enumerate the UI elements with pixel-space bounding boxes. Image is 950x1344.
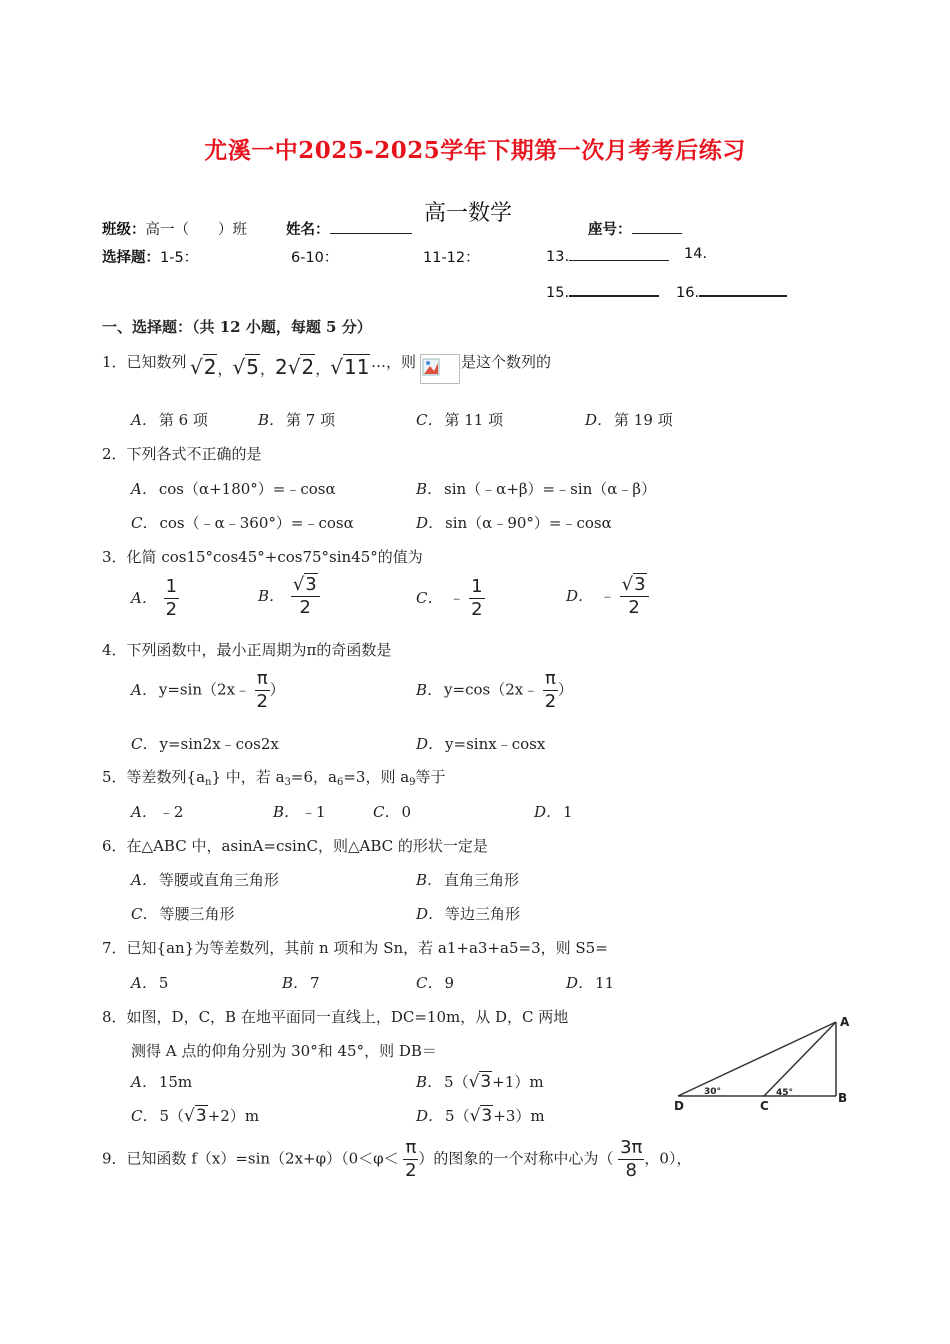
option-label: C． (131, 905, 158, 923)
q8-option-c[interactable]: C． 5（√3+2）m (131, 1106, 260, 1126)
option-label: B． (416, 1073, 443, 1091)
q1-option-c[interactable] (416, 409, 503, 430)
option-label: B． (273, 803, 300, 821)
q1-option-a[interactable] (131, 409, 208, 430)
q6-option-b[interactable] (416, 869, 519, 890)
option-label: C． (416, 974, 443, 992)
fraction-one-half (164, 578, 179, 619)
q5-option-d[interactable] (534, 801, 573, 822)
option-text: y=sin（2x﹣ (158, 680, 251, 699)
q5-text: 等于 (415, 768, 446, 786)
option-label: A． (131, 871, 157, 889)
option-text: sin（﹣α+β）=﹣sin（α﹣β） (444, 480, 657, 498)
option-label: B． (416, 871, 443, 889)
option-text: 第 11 项 (444, 411, 504, 429)
range-11-12: 11-12： (423, 250, 480, 266)
question-7-stem (102, 937, 608, 958)
option-label: D． (566, 586, 594, 605)
q4-option-c[interactable] (131, 733, 279, 754)
option-label: C． (416, 588, 443, 607)
option-text: 5（ (159, 1107, 185, 1125)
seat-label: 座号： (588, 222, 632, 238)
option-text: 15m (158, 1073, 193, 1091)
option-label: D． (566, 974, 594, 992)
option-text: +1）m (492, 1073, 544, 1091)
blank-14-label: 14. (684, 246, 708, 262)
q9-text: ）的图象的一个对称中心为（ (418, 1149, 614, 1168)
q2-number: 2． (102, 445, 127, 463)
numerator: π (405, 1137, 417, 1158)
q5-option-a[interactable] (131, 801, 183, 822)
q7-option-b[interactable] (282, 972, 320, 993)
q8-option-b[interactable]: B． 5（√3+1）m (416, 1072, 544, 1092)
numerator: π (545, 668, 556, 689)
seat-field[interactable] (588, 218, 682, 239)
q5-text: =6，a (290, 768, 337, 786)
option-text: 第 7 项 (286, 411, 336, 429)
q5-text: } 中，若 a (211, 768, 285, 786)
line-CA (764, 1022, 836, 1096)
option-label: D． (416, 1107, 444, 1125)
q7-option-d[interactable] (566, 972, 614, 993)
option-text: 5（ (444, 1073, 469, 1091)
option-label: C． (416, 411, 443, 429)
option-label: A． (131, 480, 157, 498)
q4-option-b[interactable] (416, 670, 573, 711)
option-text: 7 (310, 974, 320, 992)
q2-option-d[interactable] (416, 512, 612, 533)
minus-sign: ﹣ (599, 586, 615, 605)
q5-option-c[interactable] (373, 801, 411, 822)
class-label: 班级： (102, 222, 146, 238)
option-text: 第 19 项 (614, 411, 673, 429)
name-field[interactable] (286, 218, 412, 239)
q1-ellipsis: …，则 (371, 353, 417, 371)
numerator: 3 (305, 574, 317, 595)
numerator: 1 (471, 576, 483, 597)
radicand: 3 (481, 1106, 493, 1126)
q1-number: 1． (102, 353, 127, 371)
q6-option-a[interactable] (131, 869, 279, 890)
option-label: A． (131, 803, 157, 821)
option-text: +3）m (493, 1107, 545, 1125)
q6-text: 在△ABC 中，asinA=csinC，则△ABC 的形状一定是 (126, 837, 488, 855)
class-field (102, 218, 247, 239)
q3-number: 3． (102, 548, 127, 566)
label-B: B (838, 1091, 848, 1105)
q1-sequence: √2，√5，2√2，√11 (190, 355, 370, 379)
q3-option-c[interactable] (416, 578, 485, 619)
option-text: ） (557, 680, 573, 699)
option-label: A． (131, 411, 157, 429)
label-C: C (760, 1099, 769, 1110)
blank-15-line[interactable] (569, 281, 659, 297)
broken-image-icon (420, 354, 460, 384)
numerator: 1 (165, 576, 178, 597)
denominator: 2 (256, 691, 268, 712)
q7-option-a[interactable] (131, 972, 168, 993)
option-label: A． (131, 1073, 157, 1091)
line-DA (678, 1022, 836, 1096)
fraction-one-half (469, 578, 484, 619)
option-label: B． (258, 586, 285, 605)
fraction-3pi-over-8 (618, 1139, 644, 1180)
q7-number: 7． (102, 939, 127, 957)
option-label: D． (534, 803, 562, 821)
range-1-5: 1-5： (160, 250, 199, 266)
q9-number: 9． (102, 1149, 127, 1168)
question-1-stem (102, 351, 187, 372)
option-text: 直角三角形 (444, 871, 520, 889)
option-text: ﹣2 (158, 803, 184, 821)
fraction-sqrt3-over-2: $\frac{√3}{2}$ (620, 576, 649, 617)
q3-text: 化简 cos15°cos45°+cos75°sin45°的值为 (126, 548, 423, 566)
option-text: y=cos（2x﹣ (444, 680, 539, 699)
choice-answers-row (102, 246, 198, 267)
option-label: C． (131, 1107, 158, 1125)
q8-stem-line2: 测得 A 点的仰角分别为 30°和 45°，则 DB＝ (131, 1042, 437, 1060)
option-label: B． (282, 974, 309, 992)
option-text: 等边三角形 (445, 905, 521, 923)
option-label: D． (416, 735, 444, 753)
blank-15[interactable] (546, 281, 659, 301)
blank-13[interactable] (546, 246, 669, 265)
sqrt-2: √2 (190, 355, 217, 379)
q5-text: 等差数列{a (126, 768, 206, 786)
seat-blank[interactable] (632, 219, 682, 234)
q7-option-c[interactable] (416, 972, 454, 993)
option-text: 11 (595, 974, 615, 992)
blank-16[interactable] (676, 281, 787, 301)
range-6-10: 6-10： (291, 250, 339, 266)
name-label: 姓名： (286, 222, 330, 238)
angle-45: 45° (776, 1088, 794, 1098)
minus-sign: ﹣ (449, 588, 465, 607)
question-3-stem (102, 546, 423, 567)
option-label: A． (131, 974, 157, 992)
q7-text: 已知{an}为等差数列，其前 n 项和为 Sn，若 a1+a3+a5=3，则 S5= (126, 939, 608, 957)
denominator: 2 (544, 691, 557, 712)
blank-13-label: 13. (546, 249, 570, 265)
numerator: 3π (620, 1137, 643, 1158)
denominator: 2 (299, 597, 311, 618)
blank-16-label: 16. (676, 285, 700, 301)
q2-option-a[interactable] (131, 478, 336, 499)
q2-text: 下列各式不正确的是 (126, 445, 262, 463)
sqrt-11: √11 (330, 355, 370, 379)
blank-15-label: 15. (546, 285, 570, 301)
denominator: 2 (628, 597, 640, 618)
denominator: 2 (405, 1160, 417, 1181)
numerator: π (256, 668, 268, 689)
q8-number: 8． (102, 1008, 127, 1026)
fraction-pi-over-2 (255, 670, 270, 711)
q2-option-c[interactable] (131, 512, 354, 533)
q9-text: 已知函数 f（x）=sin（2x+φ）（0＜φ＜ (126, 1149, 399, 1168)
option-text: 1 (563, 803, 573, 821)
option-text: 等腰三角形 (159, 905, 235, 923)
q5-text: =3，则 a (343, 768, 410, 786)
label-D: D (674, 1099, 684, 1110)
option-label: A． (131, 588, 157, 607)
q9-text: ，0）， (644, 1149, 692, 1168)
option-label: B． (416, 480, 443, 498)
question-2-stem (102, 443, 262, 464)
blank-16-line[interactable] (699, 281, 787, 297)
denominator: 2 (165, 599, 178, 620)
q4-option-a[interactable] (131, 670, 285, 711)
q1-text: 已知数列 (126, 353, 187, 371)
option-label: C． (131, 735, 158, 753)
option-text: sin（α﹣90°）=﹣cosα (445, 514, 612, 532)
sqrt-5: √5 (232, 355, 259, 379)
option-label: B． (258, 411, 285, 429)
option-text: 等腰或直角三角形 (158, 871, 279, 889)
option-label: B． (416, 680, 443, 699)
denominator: 8 (625, 1160, 637, 1181)
option-text: 第 6 项 (158, 411, 208, 429)
option-label: A． (131, 680, 157, 699)
choice-label: 选择题： (102, 250, 160, 266)
q8-triangle-figure (668, 1010, 868, 1110)
q1-option-d[interactable] (585, 409, 673, 430)
q1-option-b[interactable] (258, 409, 335, 430)
section-heading-choice: 一、选择题：（共 12 小题，每题 5 分） (102, 318, 372, 336)
radicand: 3 (480, 1072, 492, 1092)
q1-tail: 是这个数列的 (461, 353, 552, 371)
denominator: 2 (471, 599, 483, 620)
q8-option-a[interactable] (131, 1071, 192, 1092)
class-value: 高一（ ）班 (145, 222, 247, 238)
q5-number: 5． (102, 768, 127, 786)
document-subtitle: 高一数学 (424, 201, 513, 226)
numerator: 3 (634, 574, 646, 595)
label-A: A (840, 1015, 850, 1029)
option-label: D． (416, 514, 444, 532)
q4-number: 4． (102, 641, 127, 659)
option-text: 9 (444, 974, 455, 992)
q3-option-d[interactable] (566, 576, 649, 617)
option-text: y=sin2x﹣cos2x (159, 735, 279, 753)
option-label: D． (585, 411, 613, 429)
q5-option-b[interactable] (273, 801, 326, 822)
blank-13-line[interactable] (569, 246, 669, 261)
radicand: 3 (195, 1106, 207, 1126)
q6-number: 6． (102, 837, 127, 855)
fraction-pi-over-2 (543, 670, 558, 711)
question-9-stem (102, 1139, 691, 1180)
angle-30: 30° (704, 1087, 722, 1097)
option-text: 0 (401, 803, 412, 821)
q8-option-d[interactable]: D． 5（√3+3）m (416, 1106, 545, 1126)
question-4-stem (102, 639, 391, 660)
question-8-stem (102, 1006, 568, 1027)
option-text: ） (269, 680, 285, 699)
q2-option-b[interactable] (416, 478, 656, 499)
fraction-pi-over-2 (403, 1139, 418, 1180)
fraction-sqrt3-over-2: $\frac{√3}{2}$ (291, 576, 320, 617)
option-label: D． (416, 905, 444, 923)
name-blank[interactable] (330, 219, 412, 234)
q3-option-b[interactable] (258, 576, 320, 617)
q8-text: 如图，D，C，B 在地平面同一直线上，DC=10m，从 D，C 两地 (126, 1008, 569, 1026)
option-text: 5（ (445, 1107, 470, 1125)
option-text: cos（﹣α﹣360°）=﹣cosα (159, 514, 354, 532)
document-title: 尤溪一中2025-2025学年下期第一次月考考后练习 (204, 137, 746, 164)
question-5-stem: 5．等差数列$\{a_n\}$ 中，若 $a_3=6$，$a_6=3$，则 $a_9$等于 (102, 768, 446, 788)
option-text: 5 (158, 974, 169, 992)
option-label: C． (131, 514, 158, 532)
q6-option-d[interactable] (416, 903, 520, 924)
option-label: C． (373, 803, 400, 821)
q6-option-c[interactable] (131, 903, 235, 924)
q3-option-a[interactable] (131, 578, 179, 619)
option-text: +2）m (207, 1107, 260, 1125)
q4-text: 下列函数中，最小正周期为π的奇函数是 (126, 641, 392, 659)
option-text: y=sinx﹣cosx (445, 735, 546, 753)
two-sqrt-2: 2√2 (275, 355, 315, 379)
option-text: cos（α+180°）=﹣cosα (158, 480, 336, 498)
question-6-stem (102, 835, 488, 856)
option-text: ﹣1 (301, 803, 326, 821)
q4-option-d[interactable] (416, 733, 545, 754)
